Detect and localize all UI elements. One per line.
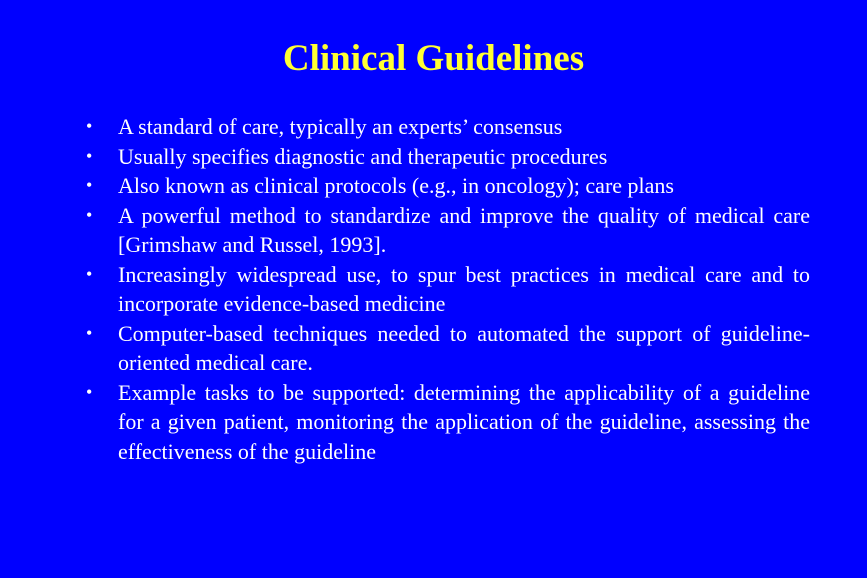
bullet-item [86, 319, 810, 378]
bullet-icon: • [86, 175, 93, 195]
bullet-item [86, 378, 810, 467]
bullet-item [86, 112, 810, 142]
bullet-icon: • [86, 322, 93, 343]
slide-title: Clinical Guidelines [282, 38, 585, 79]
bullet-text: A powerful method to standardize and improve the quality of medical care [Grimshaw and Russel, 1993]. [118, 202, 810, 257]
bullet-icon: • [86, 204, 93, 225]
bullet-icon: • [86, 145, 93, 166]
bullet-icon: • [86, 263, 93, 284]
bullet-text: Usually specifies diagnostic and therapeutic procedures [118, 143, 608, 169]
bullet-text: Also known as clinical protocols (e.g., in oncology); care plans [118, 173, 674, 198]
bullet-text: A standard of care, typically an experts’ consensus [118, 114, 563, 139]
bullet-text: Example tasks to be supported: determining the applicability of a guideline for a given patient, monitoring the application of the guideline, assessing the effectiveness of the guideline [118, 379, 810, 464]
bullet-item [86, 142, 810, 172]
bullet-item [86, 201, 810, 260]
bullet-icon: • [86, 116, 93, 136]
bullet-item [86, 260, 810, 319]
bullet-icon: • [86, 381, 93, 402]
bullet-text: Computer-based techniques needed to automated the support of guideline-oriented medical care. [118, 320, 810, 375]
bullet-item [86, 171, 810, 201]
bullet-text: Increasingly widespread use, to spur best practices in medical care and to incorporate evidence-based medicine [118, 261, 810, 316]
bullet-list [86, 112, 810, 466]
